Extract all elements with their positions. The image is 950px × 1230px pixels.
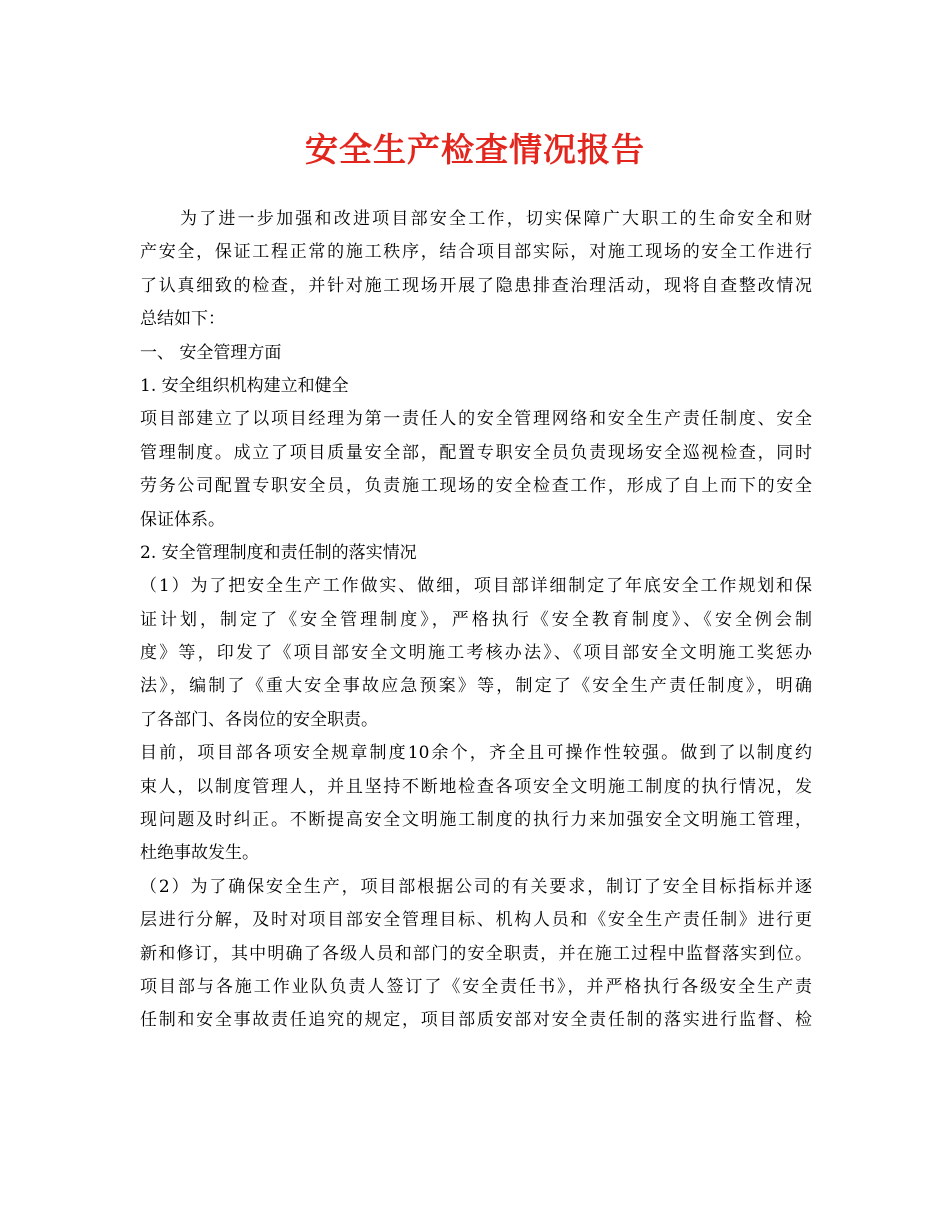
document-line: 产安全，保证工程正常的施工秩序，结合项目部实际，对施工现场的安全工作进行 — [140, 242, 812, 263]
document-line: 总结如下： — [140, 309, 225, 330]
document-line: 保证体系。 — [140, 509, 225, 530]
document-line: 项目部与各施工作业队负责人签订了《安全责任书》，并严格执行各级安全生产责 — [140, 976, 812, 997]
document-line: 项目部建立了以项目经理为第一责任人的安全管理网络和安全生产责任制度、安全 — [140, 409, 812, 430]
document-line: （2）为了确保安全生产，项目部根据公司的有关要求，制订了安全目标指标并逐 — [140, 876, 812, 897]
document-line: 束人，以制度管理人，并且坚持不断地检查各项安全文明施工制度的执行情况，发 — [140, 776, 812, 797]
document-line: 现问题及时纠正。不断提高安全文明施工制度的执行力来加强安全文明施工管理， — [140, 810, 812, 831]
document-line: 杜绝事故发生。 — [140, 843, 259, 864]
document-line: 1. 安全组织机构建立和健全 — [140, 375, 349, 396]
document-line: 新和修订，其中明确了各级人员和部门的安全职责，并在施工过程中监督落实到位。 — [140, 943, 812, 964]
document-line: 管理制度。成立了项目质量安全部，配置专职安全员负责现场安全巡视检查，同时 — [140, 442, 812, 463]
document-line: 劳务公司配置专职安全员，负责施工现场的安全检查工作，形成了自上而下的安全 — [140, 476, 812, 497]
document-line: 任制和安全事故责任追究的规定，项目部质安部对安全责任制的落实进行监督、检 — [140, 1010, 812, 1031]
document-title: 安全生产检查情况报告 — [305, 130, 645, 169]
document-line: 2. 安全管理制度和责任制的落实情况 — [140, 542, 417, 563]
document-line: 层进行分解，及时对项目部安全管理目标、机构人员和《安全生产责任制》进行更 — [140, 910, 812, 931]
document-body — [140, 203, 812, 1038]
document-line: 度》等，印发了《项目部安全文明施工考核办法》、《项目部安全文明施工奖惩办 — [140, 643, 812, 664]
document-line: 了认真细致的检查，并针对施工现场开展了隐患排查治理活动，现将自查整改情况 — [140, 275, 812, 296]
document-line: 为了进一步加强和改进项目部安全工作，切实保障广大职工的生命安全和财 — [180, 209, 812, 229]
document-line: 目前，项目部各项安全规章制度10余个，齐全且可操作性较强。做到了以制度约 — [140, 743, 812, 764]
document-line: 一、 安全管理方面 — [140, 342, 282, 363]
document-line: 证计划，制定了《安全管理制度》，严格执行《安全教育制度》、《安全例会制 — [140, 609, 812, 630]
document-line: 法》，编制了《重大安全事故应急预案》等，制定了《安全生产责任制度》，明确 — [140, 676, 812, 697]
document-line: 了各部门、各岗位的安全职责。 — [140, 709, 378, 730]
document-line: （1）为了把安全生产工作做实、做细，项目部详细制定了年底安全工作规划和保 — [140, 576, 812, 597]
